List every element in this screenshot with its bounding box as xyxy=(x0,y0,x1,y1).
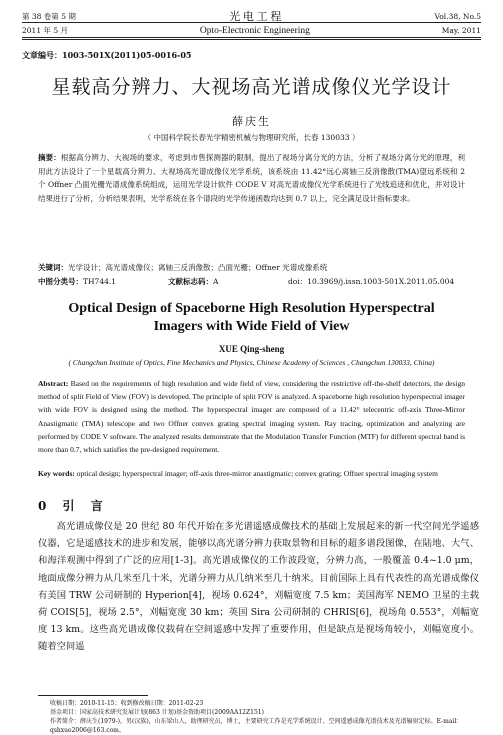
header-rule-3 xyxy=(22,39,481,40)
journal-title-en: Opto-Electronic Engineering xyxy=(199,25,310,36)
chinese-abstract-text: 根据高分辨力、大视场的要求，考虑到市售探测器的限制，提出了视场分离分光的方法，分析了视场分离分光的原理，利用此方法设计了一个星载高分辨力、大视场高光谱成像仪光学系统，该系统由 11.42°远心离轴三反消像散(TMA)望远系统和 2 个 Offner 凸面光栅光谱成像系统组成，运用光学设计软件 CODE V 对高光谱成像仪光学系统进行了光线追迹和优化，并对设计结果进行了分析，分析结果表明，光学系统在各个谱段的光学传递函数均达到 0.7 以上，完全满足设计指标要求。 xyxy=(38,153,466,203)
classification-meta xyxy=(38,276,465,287)
footnotes xyxy=(50,699,481,735)
chinese-keywords-label: 关键词： xyxy=(38,263,68,272)
doi-value: 10.3969/j.issn.1003-501X.2011.05.004 xyxy=(307,277,455,286)
footnote-author-bio: 作者简介：薛庆生(1979-)，男(汉族)，山东梁山人，助理研究员，博士，主要研究工作是光学系统设计、空间遥感成像光谱技术及光谱辐射定标。E-mail：qshxue2006@163.com。 xyxy=(50,718,463,734)
doc-code-label: 文献标志码： xyxy=(168,277,213,286)
chinese-title: 星载高分辨力、大视场高光谱成像仪光学设计 xyxy=(51,76,452,98)
english-abstract-text: Based on the requirements of high resolution and wide field of view, considering the restrictive off-the-shelf detectors, the design method of split Field of View (FOV) is developed. The principle of split FOV is analyzed. A spaceborne high resolution hyperspectral imager with wide FOV is designed using the method. The hyperspectral imager are composed of a 11.42° telecentric off-axis Three-Mirror Anastigmatic (TMA) telescope and two Offner convex grating spectral imaging system. Ray tracing, optimization and analyzing are performed by CODE V software. The analyzed results demonstrate that the Modulation Transfer Function (MTF) for different spectral band is more than 0.7, which satisfies the pre-designed requirement. xyxy=(38,379,466,455)
chinese-abstract-label: 摘要： xyxy=(38,153,61,162)
english-title-line-2: Imagers with Wide Field of View xyxy=(153,319,350,334)
doi-label: doi： xyxy=(288,277,308,286)
chinese-keywords-text: 光学设计；高光谱成像仪；离轴三反消像散；凸面光栅；Offner 光谱成像系统 xyxy=(68,263,328,272)
chinese-author: 薛庆生 xyxy=(232,115,271,128)
chinese-keywords xyxy=(38,261,465,275)
chinese-affiliation: （ 中国科学院长春光学精密机械与物理研究所，长春 130033 ） xyxy=(143,133,360,142)
body-paragraph: 高光谱成像仪是 20 世纪 80 年代开始在多光谱遥感成像技术的基础上发展起来的新一代空间光学遥感仪器，它是遥感技术的进步和发展，能够以高光谱分辨力获取景物和目标的超多谱段图像，在陆地、大气、和海洋观测中得到了广泛的应用[1-3]。高光谱成像仪的工作波段宽，分辨力高，一般覆盖 0.4~1.0 μm，地面成像分辨力从几米至几十米，光谱分辨力从几纳米至几十纳米。目前国际上具有代表性的高光谱成像仪有美国 TRW 公司研制的 Hyperion[4]，视场 0.624°，刈幅宽度 7.5 km；美国海军 NEMO 卫星的主载荷 COIS[5]，视场 2.5°，刈幅宽度 30 km；英国 Sira 公司研制的 CHRIS[6]，视场角 0.553°，刈幅宽度 13 km。这些高光谱成像仪载荷在空间遥感中发挥了重要作用，但是缺点是视场角较小，刈幅宽度小。随着空间遥 xyxy=(38,521,479,653)
clc-label: 中图分类号： xyxy=(38,277,83,286)
footnote-funding: 基金项目：国家高技术研究发展计划(863 计划)基金资助项目(2009AA12Z151) xyxy=(50,709,264,716)
footnote-received: 收稿日期：2010-11-15；收到修改稿日期：2011-02-23 xyxy=(50,700,204,707)
volume-issue: 第 38 卷第 5 期 xyxy=(22,11,76,21)
english-title-line-1: Optical Design of Spaceborne High Resolution Hyperspectral xyxy=(68,301,435,316)
doc-code-value: A xyxy=(213,277,219,286)
running-header-bottom xyxy=(22,25,481,36)
english-author: XUE Qing-sheng xyxy=(218,344,285,354)
header-rule-1 xyxy=(22,22,481,23)
article-number: 文章编号：1003-501X(2011)05-0016-05 xyxy=(22,50,192,60)
english-title xyxy=(0,300,503,336)
header-rule-2 xyxy=(22,37,481,38)
chinese-abstract xyxy=(38,151,465,205)
volume-issue-en: Vol.38, No.5 xyxy=(434,11,481,21)
section-heading: 0 引 言 xyxy=(38,499,109,513)
english-keywords xyxy=(38,467,465,480)
english-keywords-text: optical design; hyperspectral imager; off-axis three-mirror anastigmatic; convex grating; Offner spectral imaging system xyxy=(76,469,439,478)
english-keywords-label: Key words: xyxy=(38,469,75,478)
footnote-rule xyxy=(38,695,148,696)
publish-date-en: May, 2011 xyxy=(441,26,481,35)
publish-date-cn: 2011 年 5 月 xyxy=(22,26,69,35)
english-affiliation: ( Changchun Institute of Optics, Fine Mechanics and Physics, Chinese Academy of Sciences , Changchun 130033, China) xyxy=(68,358,435,367)
clc-value: TH744.1 xyxy=(83,277,117,286)
english-abstract-label: Abstract: xyxy=(38,379,69,388)
english-abstract xyxy=(38,377,465,456)
journal-title-cn: 光 电 工 程 xyxy=(229,11,282,23)
